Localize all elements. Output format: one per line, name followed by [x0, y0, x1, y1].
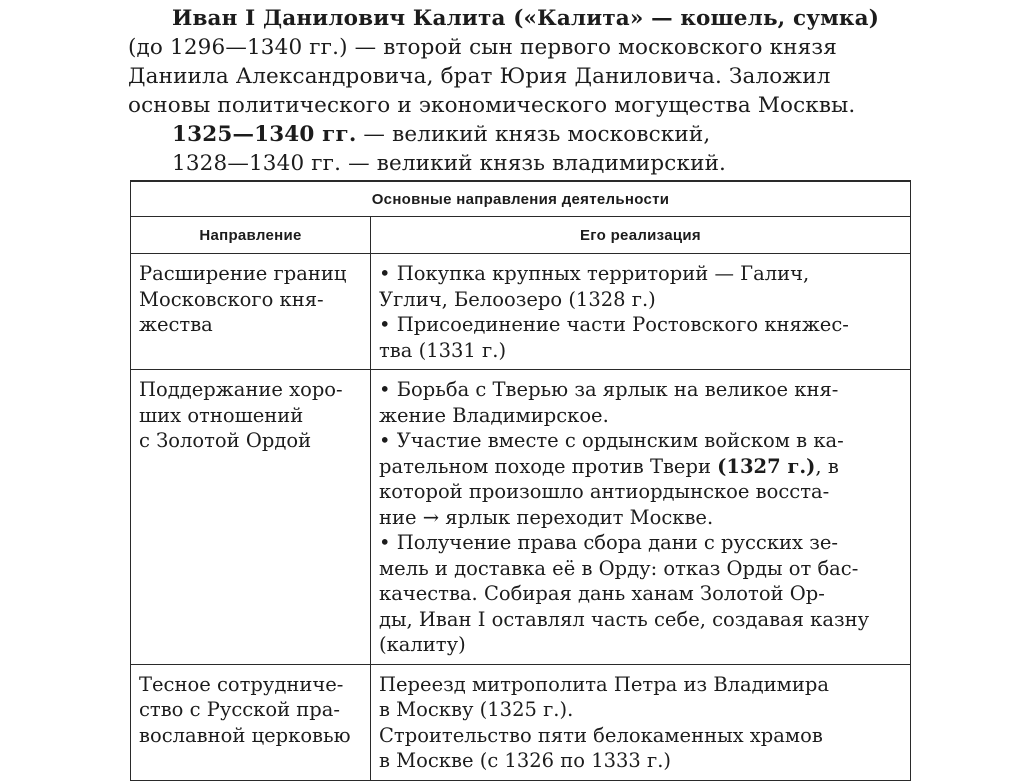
intro-line-4: основы политического и экономического могущества Москвы.: [128, 93, 856, 118]
table-row: [131, 254, 911, 370]
table-row: [131, 664, 911, 780]
direction-line: Тесное сотрудниче-: [139, 672, 344, 696]
direction-line: Расширение границ: [139, 262, 347, 285]
realization-line: (калиту): [379, 633, 466, 656]
realization-line: Углич, Белоозеро (1328 г.): [379, 287, 656, 311]
realization-line: • Присоединение части Ростовского княжес-: [379, 313, 849, 336]
activity-table: [130, 180, 911, 781]
realization-line: в Москве (с 1326 по 1333 г.): [379, 749, 672, 772]
intro-line-2: (до 1296—1340 гг.) — второй сын первого московского князя: [128, 35, 837, 60]
realization-line: тва (1331 г.): [379, 338, 507, 362]
direction-cell: [131, 664, 371, 780]
table-caption-row: [131, 181, 911, 217]
intro-line-3: Даниила Александровича, брат Юрия Даниловича. Заложил: [128, 64, 831, 89]
column-header-realization: Его реализация: [371, 217, 911, 254]
activity-table-wrapper: [130, 180, 910, 781]
intro-line-1: [128, 4, 918, 33]
realization-line: рательном походе против Твери (1327 г.), в: [379, 454, 839, 478]
table-caption: Основные направления деятельности: [131, 181, 911, 217]
realization-cell: [371, 664, 911, 780]
direction-line: вославной церковью: [139, 723, 351, 747]
realization-line: качества. Собирая дань ханам Золотой Ор-: [379, 582, 825, 605]
realization-line: ды, Иван I оставлял часть себе, создавая казну: [379, 607, 870, 631]
column-header-direction: Направление: [131, 217, 371, 254]
direction-cell: [131, 254, 371, 370]
direction-line: ших отношений: [139, 403, 304, 427]
intro-line-6: 1328—1340 гг. — великий князь владимирский.: [172, 151, 727, 176]
realization-cell: [371, 370, 911, 665]
realization-line: в Москву (1325 г.).: [379, 698, 574, 721]
table-row: [131, 370, 911, 665]
direction-line: ство с Русской пра-: [139, 698, 340, 721]
direction-cell: [131, 370, 371, 665]
realization-line: • Получение права сбора дани с русских зе-: [379, 531, 838, 554]
intro-paragraph: [128, 4, 918, 178]
realization-line: ние → ярлык переходит Москве.: [379, 505, 714, 529]
table-header-row: [131, 217, 911, 254]
realization-line: • Борьба с Тверью за ярлык на великое кня-: [379, 378, 839, 401]
realization-line: мель и доставка её в Орду: отказ Орды от бас-: [379, 556, 859, 580]
realization-line: • Участие вместе с ордынским войском в ка-: [379, 429, 844, 452]
direction-line: Поддержание хоро-: [139, 378, 343, 401]
direction-line: Московского кня-: [139, 287, 324, 311]
direction-line: с Золотой Ордой: [139, 429, 312, 452]
realization-line: которой произошло антиордынское восста-: [379, 480, 830, 503]
intro-name: Иван I Данилович Калита («Калита» — кошель, сумка): [172, 6, 880, 31]
realization-line: Строительство пяти белокаменных храмов: [379, 723, 823, 747]
intro-line-5: 1325—1340 гг. — великий князь московский,: [172, 122, 711, 147]
direction-line: жества: [139, 313, 213, 336]
realization-line: Переезд митрополита Петра из Владимира: [379, 672, 829, 696]
realization-line: жение Владимирское.: [379, 403, 609, 427]
realization-cell: [371, 254, 911, 370]
realization-line: • Покупка крупных территорий — Галич,: [379, 262, 810, 285]
